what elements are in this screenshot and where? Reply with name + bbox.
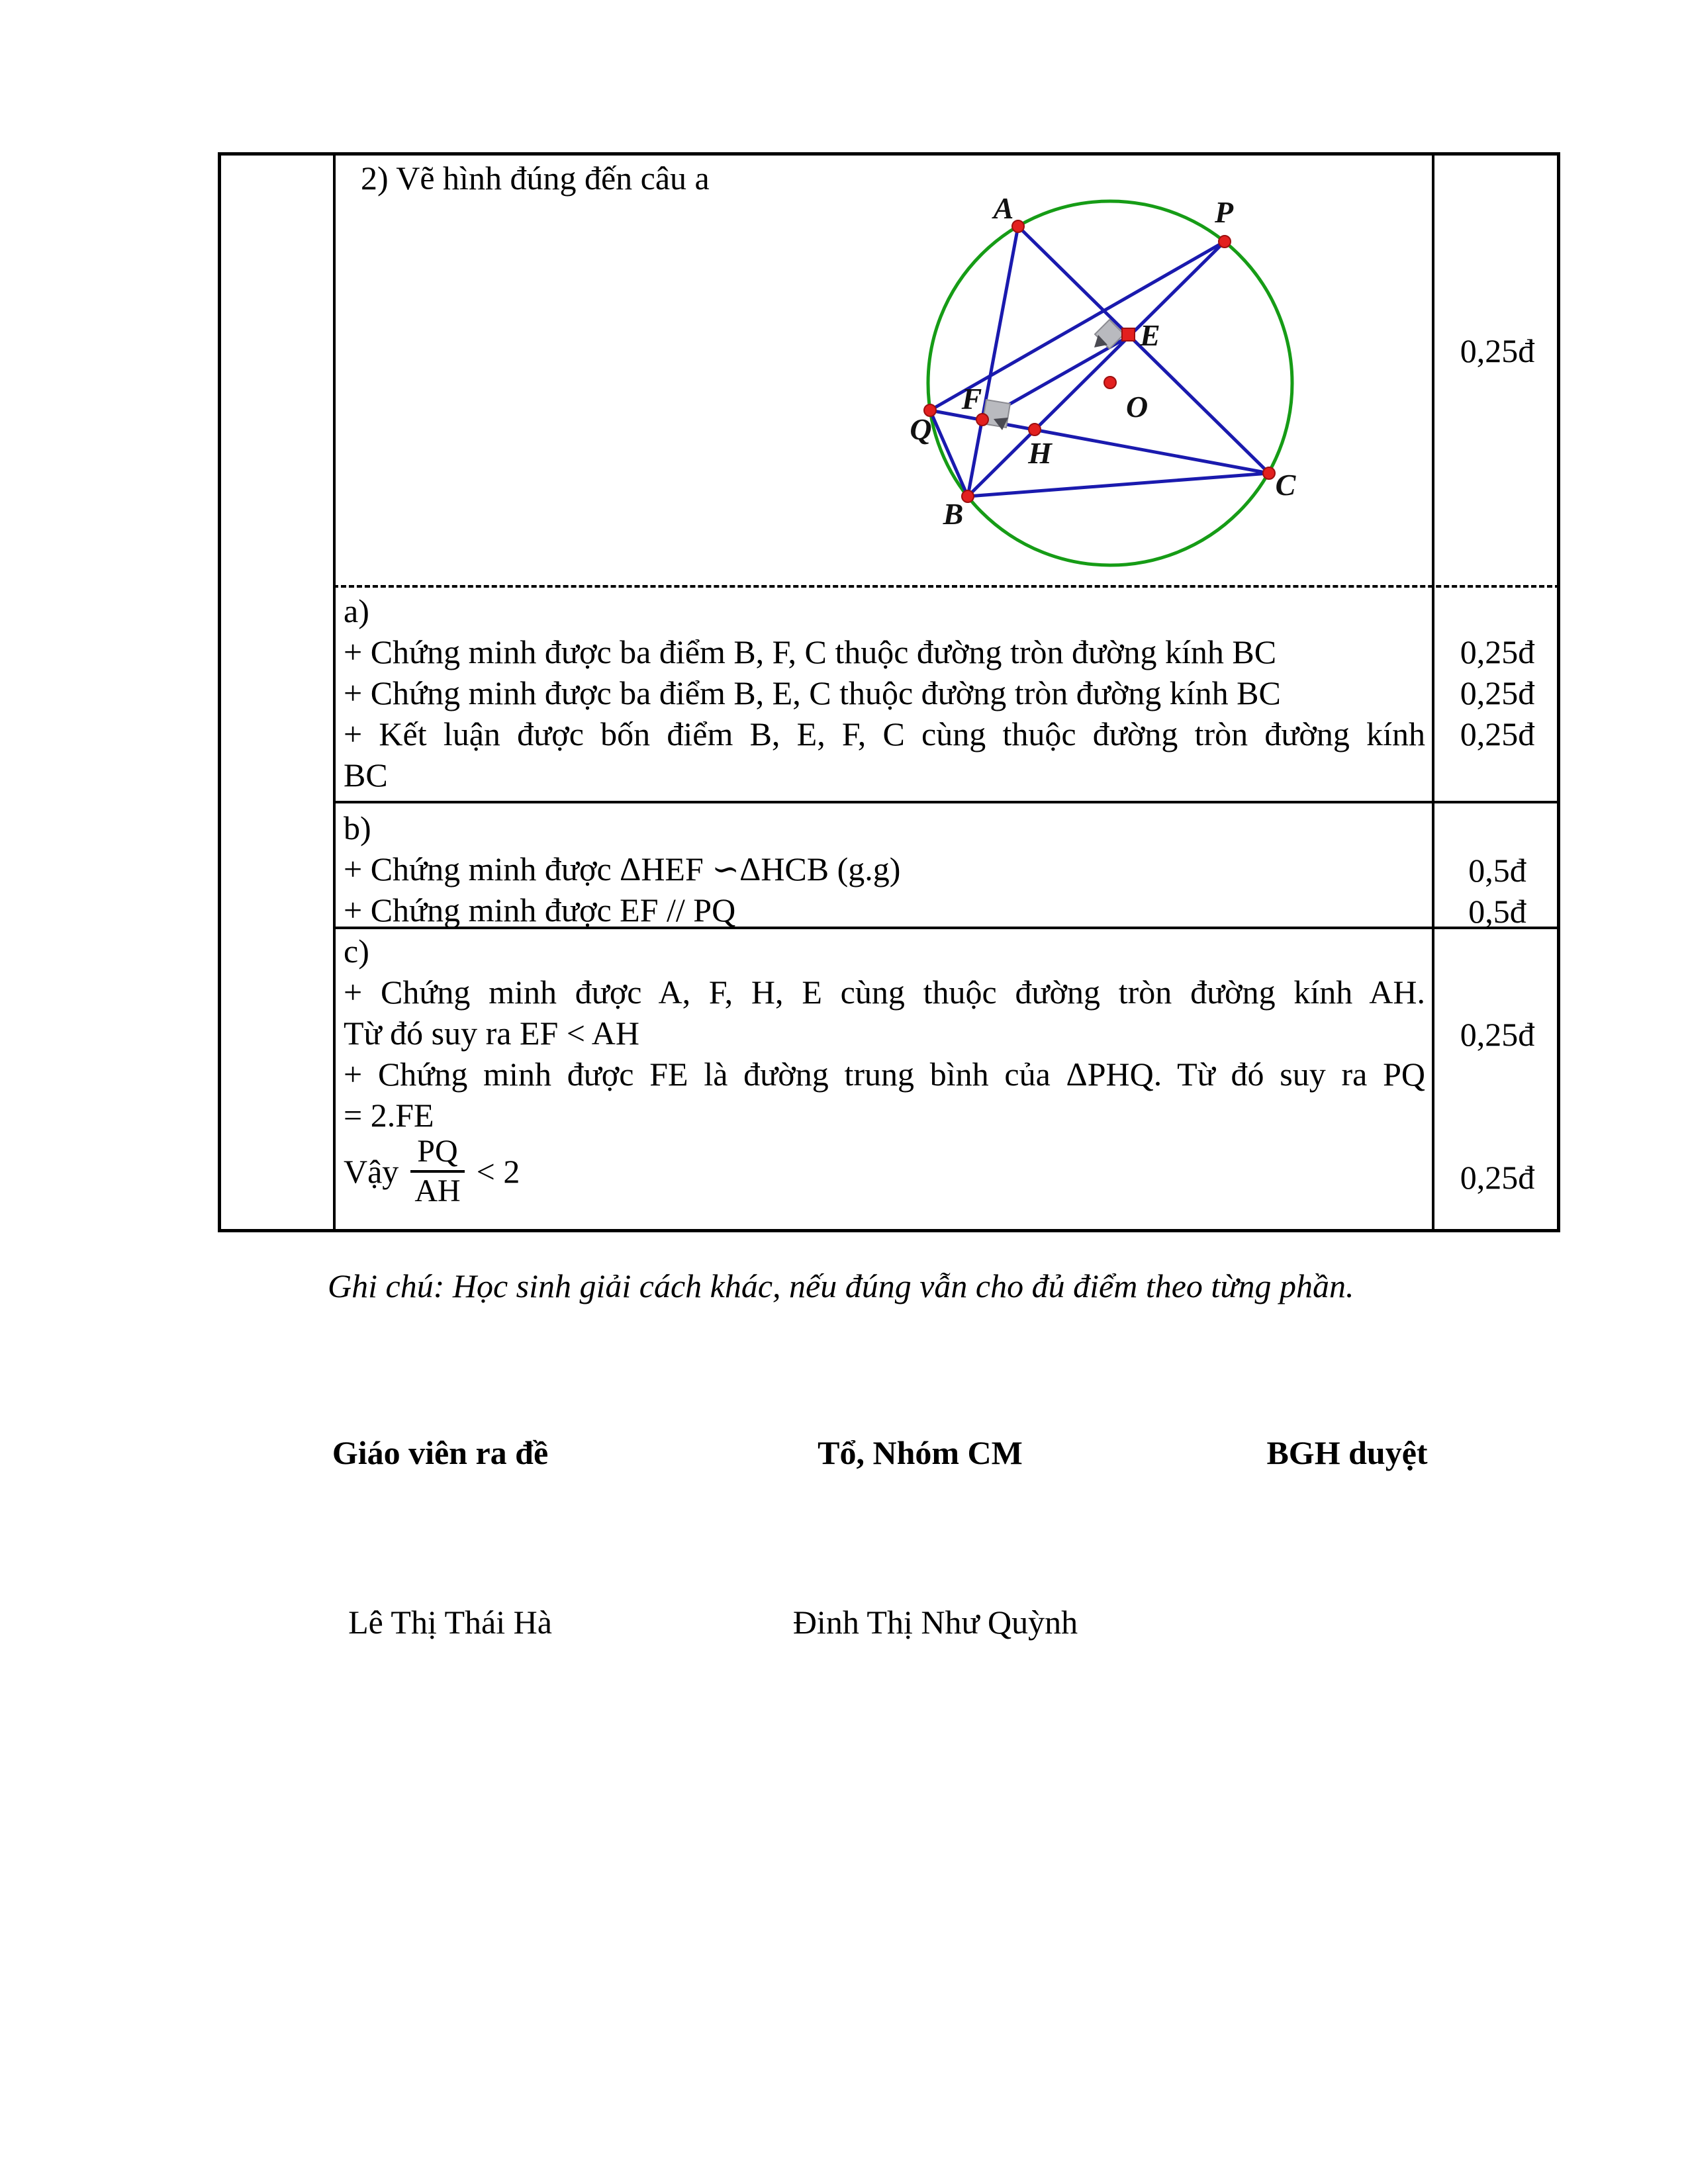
chords-and-altitudes: [930, 226, 1269, 496]
row-b-point-1: 0,5đ: [1468, 852, 1526, 889]
figure-row-instruction: 2) Vẽ hình đúng đến câu a: [361, 159, 710, 197]
row-a-point-3: 0,25đ: [1460, 715, 1535, 752]
row-separator-a-b: [333, 801, 1560, 803]
row-c-line-3: + Chứng minh được FE là đường trung bình của ΔPHQ. Từ đó suy ra PQ: [344, 1056, 1425, 1093]
row-a-line-4: BC: [344, 756, 388, 794]
row-c-point-1: 0,25đ: [1460, 1016, 1535, 1053]
row-a-label: a): [344, 592, 369, 629]
figure-points: [924, 220, 1275, 502]
row-a-points: [1434, 631, 1560, 754]
signature-name-teacher: Lê Thị Thái Hà: [348, 1604, 552, 1641]
label-C: C: [1275, 468, 1296, 502]
fraction-numerator: PQ: [410, 1133, 464, 1173]
segment-BQ: [930, 410, 968, 496]
label-Q: Q: [910, 412, 932, 446]
point-P: [1219, 236, 1231, 248]
row-c-point-2: 0,25đ: [1460, 1159, 1535, 1196]
point-E: [1122, 328, 1135, 341]
conclusion-suffix: < 2: [476, 1153, 520, 1190]
signature-header-group: Tổ, Nhóm CM: [818, 1434, 1023, 1471]
label-B: B: [943, 497, 964, 531]
point-C: [1263, 467, 1275, 479]
row-a-line-1: + Chứng minh được ba điểm B, F, C thuộc đường tròn đường kính BC: [344, 633, 1277, 670]
row-a-line-2: + Chứng minh được ba điểm B, E, C thuộc đường tròn đường kính BC: [344, 674, 1281, 711]
point-B: [962, 490, 974, 502]
label-A: A: [993, 191, 1014, 225]
row-c-content: [344, 931, 1425, 1136]
signature-header-board: BGH duyệt: [1266, 1434, 1428, 1471]
conclusion-prefix: Vậy: [344, 1153, 399, 1190]
row-b-point-2: 0,5đ: [1468, 893, 1526, 930]
segment-BC: [968, 473, 1269, 496]
fraction-denominator: AH: [414, 1173, 461, 1208]
row-b-content: [344, 807, 1425, 931]
row-separator-dashed: [333, 585, 1560, 588]
row-a-line-3: + Kết luận được bốn điểm B, E, F, C cùng thuộc đường tròn đường kính: [344, 715, 1425, 752]
row-a-point-1: 0,25đ: [1460, 633, 1535, 670]
row-b-line-2: + Chứng minh được EF // PQ: [344, 891, 736, 929]
row-b-line-1: + Chứng minh được ΔHEF ∽ΔHCB (g.g): [344, 850, 901, 887]
row-c-line-4: = 2.FE: [344, 1097, 434, 1134]
figure-row-points: 0,25đ: [1460, 332, 1535, 369]
row-c-label: c): [344, 933, 369, 970]
fraction-PQ-over-AH: [408, 1133, 467, 1210]
point-O: [1104, 377, 1116, 388]
label-P: P: [1214, 195, 1234, 229]
signature-header-teacher: Giáo viên ra đề: [332, 1434, 549, 1471]
row-c-line-2: Từ đó suy ra EF < AH: [344, 1015, 639, 1052]
row-b-label: b): [344, 809, 371, 846]
row-c-line-1: + Chứng minh được A, F, H, E cùng thuộc đường tròn đường kính AH.: [344, 974, 1425, 1011]
row-a-point-2: 0,25đ: [1460, 674, 1535, 711]
signature-name-group: Đinh Thị Như Quỳnh: [792, 1604, 1078, 1641]
label-E: E: [1140, 318, 1160, 352]
note-line: Ghi chú: Học sinh giải cách khác, nếu đúng vẫn cho đủ điểm theo từng phần.: [328, 1267, 1354, 1304]
label-O: O: [1126, 390, 1149, 424]
geometry-figure: [904, 185, 1314, 582]
row-a-content: [344, 590, 1425, 796]
row-c-conclusion: [344, 1133, 520, 1210]
point-H: [1029, 424, 1041, 435]
row-b-points: [1434, 850, 1560, 932]
table-vline-left-column: [333, 152, 336, 1232]
label-F: F: [961, 382, 982, 416]
point-A: [1012, 220, 1024, 232]
label-H: H: [1028, 436, 1052, 470]
